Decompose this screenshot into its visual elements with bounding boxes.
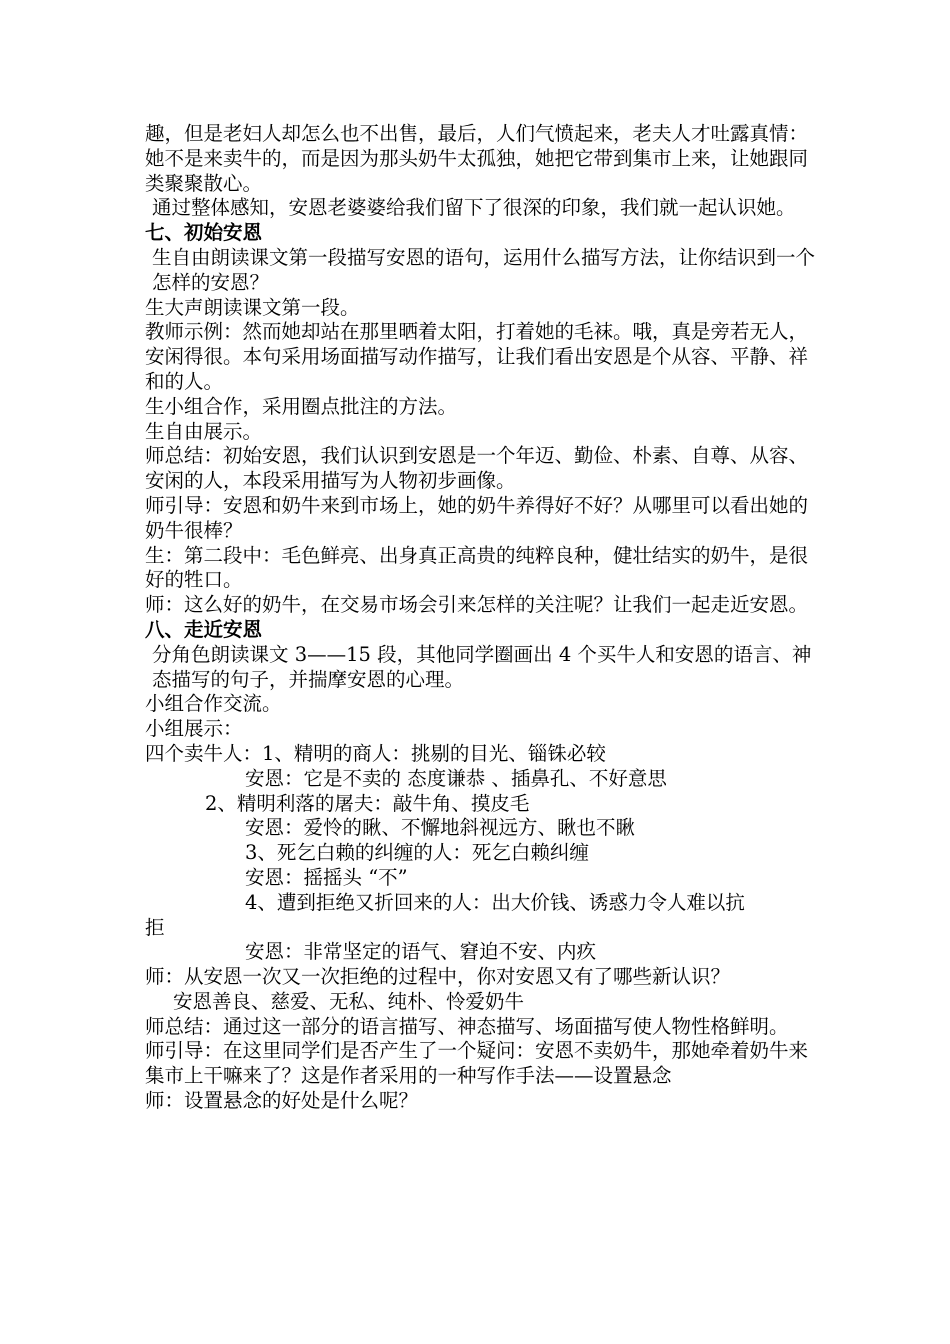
paragraph: 通过整体感知，安恩老婆婆给我们留下了很深的印象，我们就一起认识她。: [152, 196, 796, 220]
paragraph: 安恩：非常坚定的语气、窘迫不安、内疚: [245, 940, 597, 964]
paragraph: 四个卖牛人：1、精明的商人：挑剔的目光、锱铢必较: [145, 741, 606, 765]
paragraph: 师引导：安恩和奶牛来到市场上，她的奶牛养得好不好？从哪里可以看出她的奶牛很棒？: [145, 493, 809, 542]
section-heading: 八、走近安恩: [145, 617, 263, 641]
paragraph: 3、死乞白赖的纠缠的人：死乞白赖纠缠: [245, 841, 589, 865]
paragraph: 小组合作交流。: [145, 692, 282, 716]
paragraph: 教师示例：然而她却站在那里晒着太阳，打着她的毛袜。哦，真是旁若无人，安闲得很。本句采用场面描写动作描写，让我们看出安恩是个从容、平静、祥和的人。: [145, 320, 809, 393]
paragraph: 小组展示：: [145, 717, 243, 741]
paragraph: 安恩：摇摇头 “不”: [245, 865, 408, 889]
paragraph: 分角色朗读课文 3——15 段，其他同学圈画出 4 个买牛人和安恩的语言、神态描写的句子，并揣摩安恩的心理。: [152, 642, 812, 691]
paragraph: 生大声朗读课文第一段。: [145, 295, 360, 319]
section-heading: 七、初始安恩: [145, 221, 263, 245]
paragraph: 趣，但是老妇人却怎么也不出售，最后，人们气愤起来，老夫人才吐露真情：她不是来卖牛的，而是因为那头奶牛太孤独，她把它带到集市上来，让她跟同类聚聚散心。: [145, 122, 809, 195]
paragraph: 生小组合作，采用圈点批注的方法。: [145, 394, 458, 418]
paragraph: 师引导：在这里同学们是否产生了一个疑问：安恩不卖奶牛，那她牵着奶牛来集市上干嘛来了？这是作者采用的一种写作手法——设置悬念: [145, 1039, 809, 1088]
paragraph: 生自由展示。: [145, 419, 263, 443]
paragraph: 师：设置悬念的好处是什么呢？: [145, 1089, 419, 1113]
paragraph: 2、精明利落的屠夫：敲牛角、摸皮毛: [205, 791, 530, 815]
paragraph: 师：这么好的奶牛，在交易市场会引来怎样的关注呢？让我们一起走近安恩。: [145, 593, 809, 617]
document-body: [145, 122, 815, 1114]
paragraph: 安恩：它是不卖的 态度谦恭 、插鼻孔、不好意思: [245, 766, 667, 790]
paragraph: 安恩善良、慈爱、无私、纯朴、怜爱奶牛: [173, 989, 525, 1013]
paragraph: 师：从安恩一次又一次拒绝的过程中，你对安恩又有了哪些新认识？: [145, 965, 731, 989]
paragraph: 师总结：初始安恩，我们认识到安恩是一个年迈、勤俭、朴素、自尊、从容、安闲的人，本段采用描写为人物初步画像。: [145, 444, 809, 493]
paragraph: 拒: [145, 915, 165, 939]
paragraph: 师总结：通过这一部分的语言描写、神态描写、场面描写使人物性格鲜明。: [145, 1014, 789, 1038]
paragraph: 生：第二段中：毛色鲜亮、出身真正高贵的纯粹良种，健壮结实的奶牛，是很好的牲口。: [145, 543, 809, 592]
paragraph: 4、遭到拒绝又折回来的人：出大价钱、诱惑力令人难以抗: [245, 890, 745, 914]
paragraph: 生自由朗读课文第一段描写安恩的语句，运用什么描写方法，让你结识到一个怎样的安恩？: [152, 245, 816, 294]
paragraph: 安恩：爱怜的瞅、不懈地斜视远方、瞅也不瞅: [245, 816, 636, 840]
